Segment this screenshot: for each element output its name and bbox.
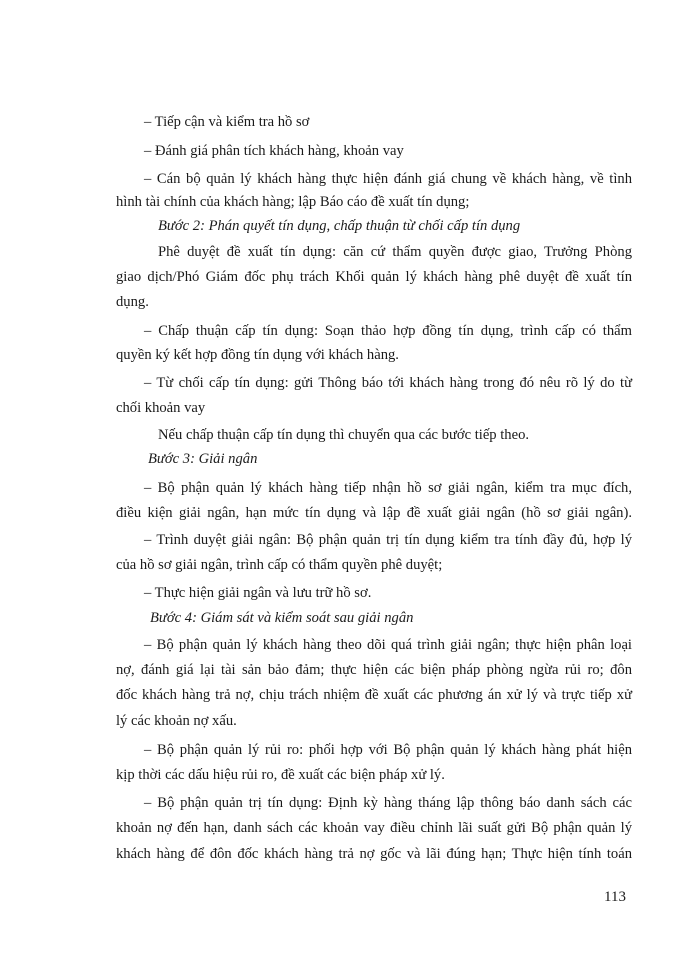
step-3-heading: Bước 3: Giải ngân	[148, 451, 258, 467]
text-line-1: – Tiếp cận và kiểm tra hồ sơ	[144, 114, 310, 130]
text-line-4: hình tài chính của khách hàng; lập Báo cáo đề xuất tín dụng;	[116, 194, 470, 210]
text-line-25: – Bộ phận quản lý rủi ro: phối hợp với Bộ phận quản lý khách hàng phát hiện	[144, 742, 632, 758]
page-number: 113	[604, 889, 626, 905]
text-line-3: – Cán bộ quản lý khách hàng thực hiện đánh giá chung về khách hàng, về tình	[144, 171, 632, 187]
text-line-21: – Bộ phận quản lý khách hàng theo dõi quá trình giải ngân; thực hiện phân loại	[144, 637, 632, 653]
text-line-6: Phê duyệt đề xuất tín dụng: căn cứ thẩm quyền được giao, Trưởng Phòng	[158, 244, 632, 260]
text-line-13: Nếu chấp thuận cấp tín dụng thì chuyển qua các bước tiếp theo.	[158, 427, 530, 443]
text-line-23: đốc khách hàng trả nợ, chịu trách nhiệm đề xuất các phương án xử lý và trực tiếp xử	[116, 687, 632, 703]
text-line-2: – Đánh giá phân tích khách hàng, khoản vay	[144, 143, 404, 159]
text-line-28: khoản nợ đến hạn, danh sách các khoản vay điều chỉnh lãi suất gửi Bộ phận quản lý	[116, 820, 632, 836]
text-line-9: – Chấp thuận cấp tín dụng: Soạn thảo hợp đồng tín dụng, trình cấp có thẩm	[144, 323, 632, 339]
step-2-heading: Bước 2: Phán quyết tín dụng, chấp thuận từ chối cấp tín dụng	[158, 218, 521, 234]
text-line-19: – Thực hiện giải ngân và lưu trữ hồ sơ.	[144, 585, 372, 601]
text-line-17: – Trình duyệt giải ngân: Bộ phận quản trị tín dụng kiểm tra tính đầy đủ, hợp lý	[144, 532, 632, 548]
text-line-10: quyền ký kết hợp đồng tín dụng với khách hàng.	[116, 347, 399, 363]
text-line-8: dụng.	[116, 294, 149, 310]
text-line-12: chối khoản vay	[116, 400, 206, 416]
text-line-18: của hồ sơ giải ngân, trình cấp có thẩm quyền phê duyệt;	[116, 557, 443, 573]
text-line-22: nợ, đánh giá lại tài sản bảo đảm; thực hiện các biện pháp phòng ngừa rủi ro; đôn	[116, 662, 632, 678]
text-line-11: – Từ chối cấp tín dụng: gửi Thông báo tới khách hàng trong đó nêu rõ lý do từ	[144, 375, 632, 391]
text-line-15: – Bộ phận quản lý khách hàng tiếp nhận hồ sơ giải ngân, kiểm tra mục đích,	[144, 480, 632, 496]
text-line-29: khách hàng để đôn đốc khách hàng trả nợ gốc và lãi đúng hạn; Thực hiện tính toán	[116, 846, 632, 862]
text-line-16: điều kiện giải ngân, hạn mức tín dụng và lập đề xuất giải ngân (hồ sơ giải ngân).	[116, 505, 632, 521]
step-4-heading: Bước 4: Giám sát và kiểm soát sau giải ngân	[150, 610, 414, 626]
text-line-7: giao dịch/Phó Giám đốc phụ trách Khối quản lý khách hàng phê duyệt đề xuất tín	[116, 269, 632, 285]
text-line-26: kịp thời các dấu hiệu rủi ro, đề xuất các biện pháp xử lý.	[116, 767, 445, 783]
text-line-27: – Bộ phận quản trị tín dụng: Định kỳ hàng tháng lập thông báo danh sách các	[144, 795, 632, 811]
text-line-24: lý các khoản nợ xấu.	[116, 713, 237, 729]
